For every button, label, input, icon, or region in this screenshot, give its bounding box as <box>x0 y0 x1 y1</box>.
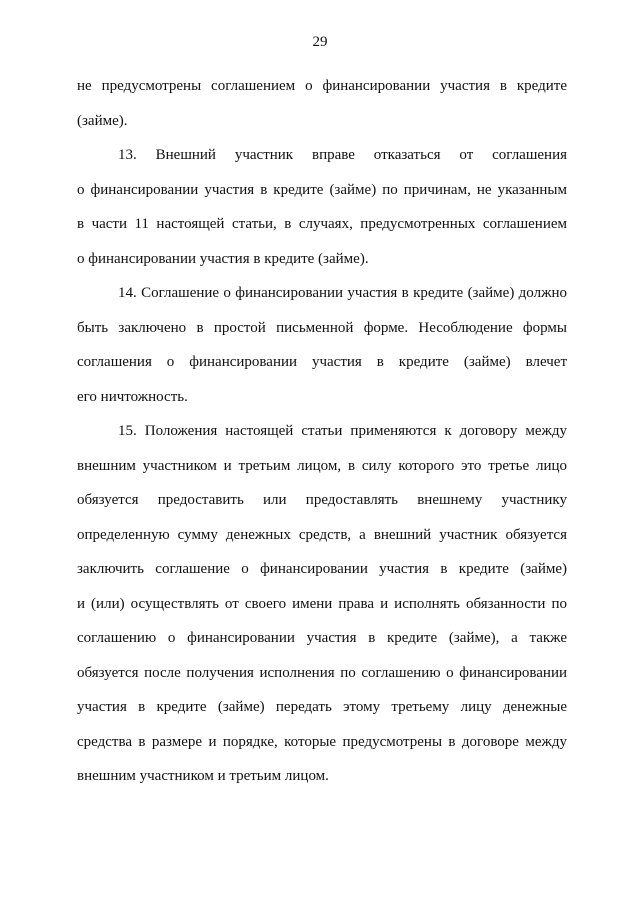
text-line: о финансировании участия в кредите (займе) по причинам, не указанным <box>77 181 567 198</box>
text-line: средства в размере и порядке, которые предусмотрены в договоре между <box>77 733 567 750</box>
text-line: обязуется предоставить или предоставлять внешнему участнику <box>77 492 567 508</box>
paragraph-13 <box>77 138 567 276</box>
paragraph-15 <box>77 414 567 794</box>
text-line: его ничтожность. <box>77 388 188 405</box>
text-line: (займе). <box>77 112 128 129</box>
text-line: 15. Положения настоящей статьи применяются к договору между <box>118 423 567 439</box>
text-line: 14. Соглашение о финансировании участия в кредите (займе) должно <box>118 285 567 301</box>
paragraph-continuation <box>77 69 567 138</box>
text-line: внешним участником и третьим лицом, в силу которого это третье лицо <box>77 457 567 474</box>
text-line: соглашения о финансировании участия в кредите (займе) влечет <box>77 354 567 370</box>
text-line: определенную сумму денежных средств, а внешний участник обязуется <box>77 526 567 543</box>
text-line: обязуется после получения исполнения по соглашению о финансировании <box>77 664 567 681</box>
text-line: не предусмотрены соглашением о финансировании участия в кредите <box>77 78 567 94</box>
text-line: 13. Внешний участник вправе отказаться от соглашения <box>118 147 567 163</box>
document-body <box>77 69 567 794</box>
text-line: внешним участником и третьим лицом. <box>77 768 329 784</box>
paragraph-14 <box>77 276 567 414</box>
text-line: заключить соглашение о финансировании участия в кредите (займе) <box>77 561 567 577</box>
page-number: 29 <box>312 34 328 50</box>
text-line: соглашению о финансировании участия в кредите (займе), а также <box>77 630 567 646</box>
text-line: в части 11 настоящей статьи, в случаях, предусмотренных соглашением <box>77 216 567 232</box>
text-line: быть заключено в простой письменной форме. Несоблюдение формы <box>77 319 567 336</box>
text-line: о финансировании участия в кредите (займе). <box>77 250 369 267</box>
text-line: участия в кредите (займе) передать этому третьему лицу денежные <box>77 699 567 715</box>
text-line: и (или) осуществлять от своего имени права и исполнять обязанности по <box>77 595 567 612</box>
